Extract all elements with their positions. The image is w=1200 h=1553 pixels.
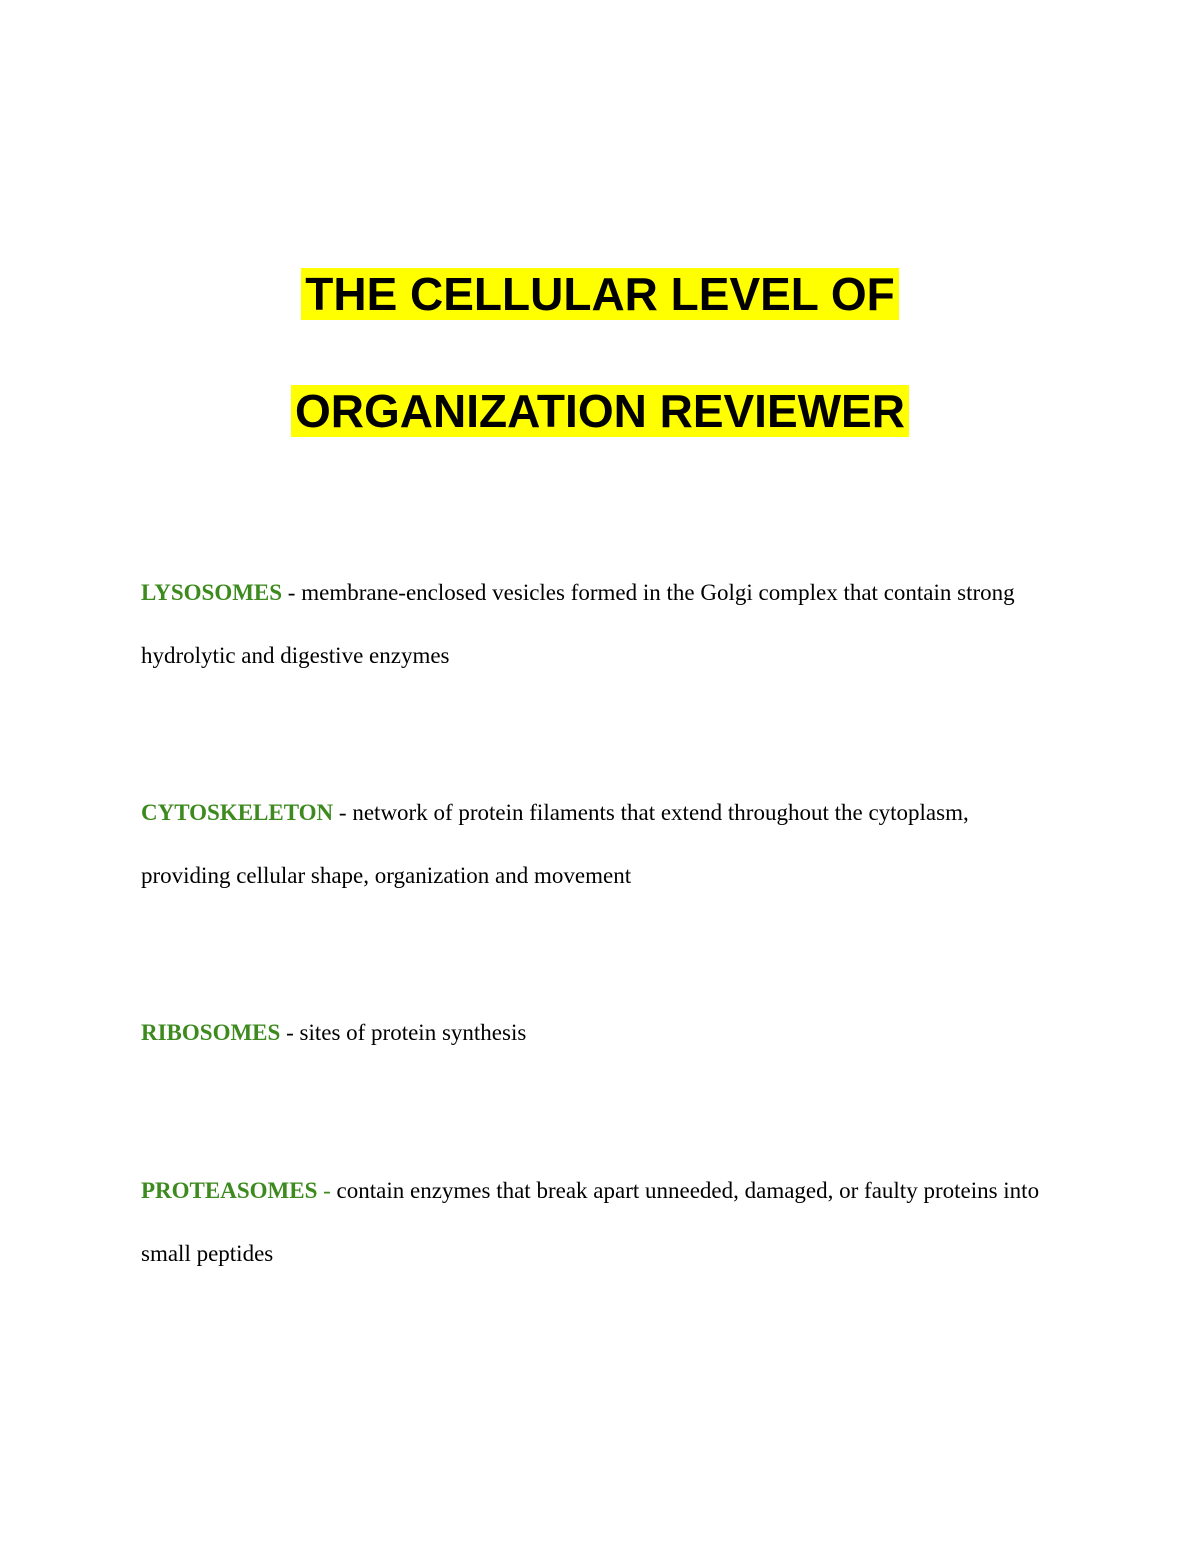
title-highlight-1: THE CELLULAR LEVEL OF <box>301 268 899 320</box>
entry-term: RIBOSOMES <box>141 1020 281 1045</box>
definition-entry-ribosomes <box>141 1001 1061 1064</box>
document-title-line-2 <box>0 382 1200 440</box>
definition-entry-proteasomes <box>141 1159 1061 1285</box>
entry-term: PROTEASOMES <box>141 1178 318 1203</box>
title-highlight-2: ORGANIZATION REVIEWER <box>291 385 909 437</box>
entry-definition: sites of protein synthesis <box>299 1020 527 1045</box>
entry-term: CYTOSKELETON <box>141 800 334 825</box>
definition-entry-cytoskeleton <box>141 781 1061 907</box>
entry-separator: - <box>333 800 353 825</box>
entry-separator: - <box>282 580 302 605</box>
document-title-line-1 <box>0 265 1200 323</box>
definition-entry-lysosomes <box>141 561 1061 687</box>
entry-term: LYSOSOMES <box>141 580 283 605</box>
entry-separator: - <box>280 1020 300 1045</box>
entry-definition: contain enzymes that break apart unneeded, damaged, or faulty proteins into small peptides <box>141 1178 1040 1266</box>
entry-separator: - <box>317 1178 337 1203</box>
entry-definition: membrane-enclosed vesicles formed in the Golgi complex that contain strong hydrolytic and digestive enzymes <box>141 580 1015 668</box>
entry-definition: network of protein filaments that extend throughout the cytoplasm, providing cellular shape, organization and movement <box>141 800 969 888</box>
